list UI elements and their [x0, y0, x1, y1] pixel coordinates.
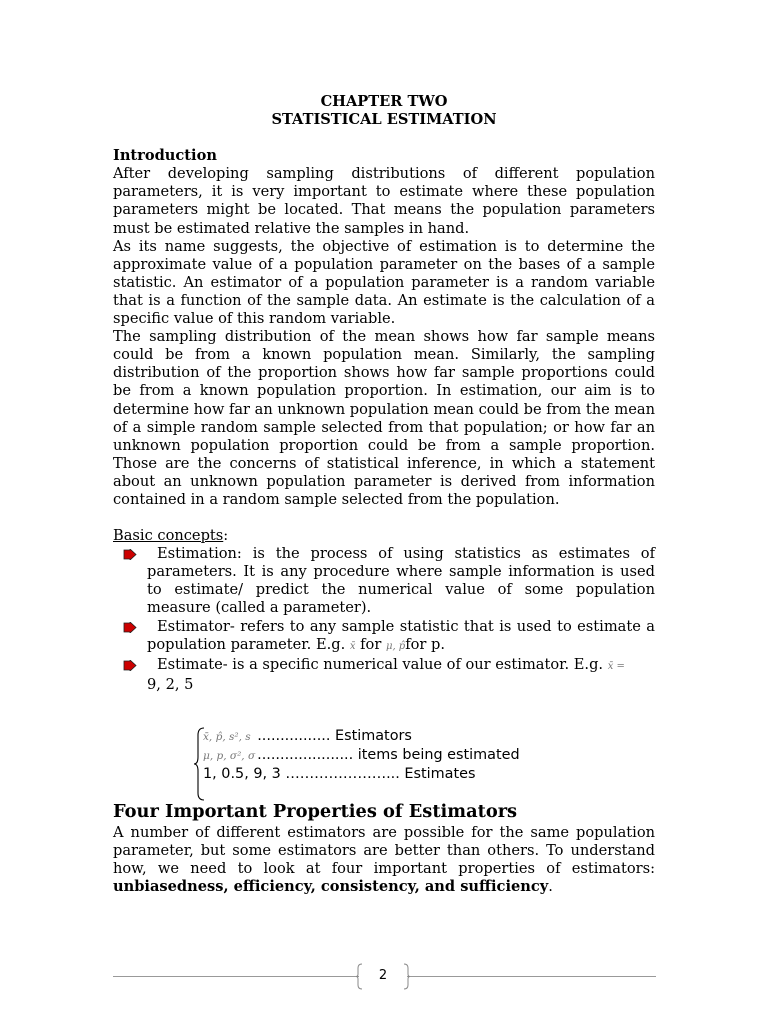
- estimator-definition: Estimator- refers to any sample statistic that is used to estimate a population parameter. E.g.: [147, 617, 655, 653]
- introduction-heading: Introduction: [113, 147, 217, 165]
- properties-text: A number of different estimators are possible for the same population parameter, but some estimators are better than others. To understand how, we need to look at four important properties of estimators:: [113, 824, 655, 878]
- page-number: 2: [378, 968, 388, 983]
- arrow-bullet-icon: [123, 549, 137, 560]
- parameters-symbols: μ, p, σ², σ: [203, 750, 256, 762]
- basic-concepts-heading: Basic concepts: [113, 527, 224, 545]
- footer-rule-right: [407, 976, 656, 977]
- basic-concepts-colon: :: [223, 527, 229, 545]
- parameters-label: ..................... items being estimated: [257, 747, 520, 763]
- estimator-for-text: for: [355, 635, 386, 653]
- concepts-list: [113, 545, 655, 694]
- estimator-end-text: for p.: [405, 635, 446, 653]
- summary-parameters-line: [203, 746, 520, 765]
- estimate-values: 9, 2, 5: [147, 675, 194, 693]
- estimators-summary: [193, 727, 593, 799]
- properties-list: unbiasedness, efficiency, consistency, and sufficiency: [113, 878, 549, 896]
- list-item-estimate: [113, 656, 655, 694]
- estimators-symbols: x̄, p̂, s², s: [203, 731, 251, 743]
- estimation-definition: Estimation: is the process of using statistics as estimates of parameters. It is any procedure where sample information is used to estimate/ predict the numerical value of some population measure (called a parameter).: [147, 545, 655, 617]
- x-bar-equals-symbol: x̄ =: [607, 660, 625, 672]
- properties-paragraph: [113, 824, 655, 896]
- estimators-label: ................ Estimators: [252, 728, 412, 744]
- summary-estimates-line: 1, 0.5, 9, 3 …………………... Estimates: [203, 766, 476, 782]
- intro-paragraph-1: After developing sampling distributions of different population parameters, it is very important to estimate where these population parameters might be located. That means the population parameters must be estimated relative the samples in hand.: [113, 165, 655, 237]
- page-content: [113, 93, 655, 694]
- estimate-definition: Estimate- is a specific numerical value of our estimator. E.g.: [157, 655, 608, 673]
- properties-period: .: [548, 878, 553, 896]
- properties-heading: Four Important Properties of Estimators: [113, 801, 518, 822]
- list-item-estimation: [113, 545, 655, 617]
- arrow-bullet-icon: [123, 660, 137, 671]
- basic-concepts-heading-row: [113, 527, 655, 545]
- summary-estimators-line: [203, 727, 412, 746]
- chapter-title: STATISTICAL ESTIMATION: [271, 111, 497, 129]
- arrow-bullet-icon: [123, 622, 137, 633]
- intro-paragraph-3: The sampling distribution of the mean shows how far sample means could be from a known population mean. Similarly, the sampling distribution of the proportion shows how far sample proportions could be from a known population proportion. In estimation, our aim is to determine how far an unknown population mean could be from the mean of a simple random sample selected from that population; or how far an unknown population proportion could be from a sample proportion. Those are the concerns of statistical inference, in which a statement about an unknown population parameter is derived from information contained in a random sample selected from the population.: [113, 328, 655, 508]
- x-bar-symbol: x̄: [349, 640, 356, 652]
- intro-paragraph-2: As its name suggests, the objective of estimation is to determine the approximate value of a population parameter on the bases of a sample statistic. An estimator of a population parameter is a random variable that is a function of the sample data. An estimate is the calculation of a specific value of this random variable.: [113, 237, 655, 328]
- mu-p-symbol: μ, p̂: [385, 640, 406, 652]
- chapter-number: CHAPTER TWO: [320, 93, 448, 110]
- list-item-estimator: [113, 618, 655, 656]
- footer-rule-left: [113, 976, 359, 977]
